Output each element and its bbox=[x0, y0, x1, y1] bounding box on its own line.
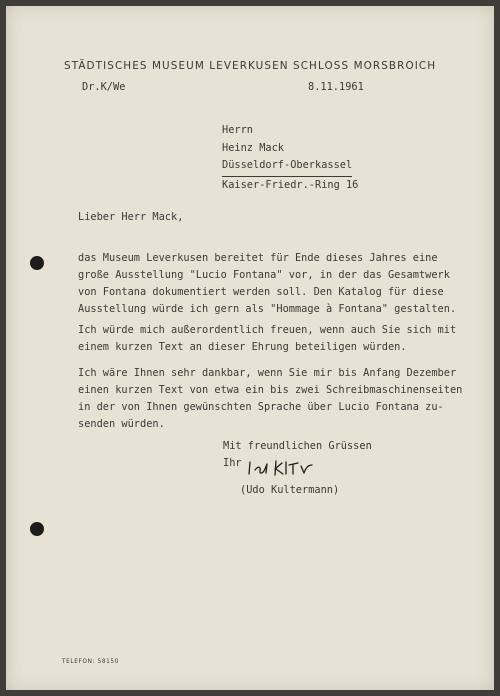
punch-hole-bottom bbox=[30, 522, 44, 536]
text-line: einem kurzen Text an dieser Ehrung beteiligen würden. bbox=[78, 341, 407, 353]
signatory-name: (Udo Kultermann) bbox=[240, 484, 340, 496]
reference-code: Dr.K/We bbox=[82, 81, 126, 93]
text-line: das Museum Leverkusen bereitet für Ende dieses Jahres eine bbox=[78, 252, 438, 264]
text-line: große Ausstellung "Lucio Fontana" vor, in der das Gesamtwerk bbox=[78, 269, 450, 281]
letter-date: 8.11.1961 bbox=[308, 81, 364, 93]
paragraph-1 bbox=[78, 250, 456, 318]
text-line: Ausstellung würde ich gern als "Hommage à Fontana" gestalten. bbox=[78, 303, 457, 315]
paragraph-2 bbox=[78, 322, 456, 356]
text-line: senden würden. bbox=[78, 418, 165, 430]
text-line: Ich wäre Ihnen sehr dankbar, wenn Sie mir bis Anfang Dezember bbox=[78, 367, 457, 379]
closing-ihr: Ihr bbox=[223, 457, 242, 469]
salutation: Lieber Herr Mack, bbox=[78, 211, 184, 223]
handwritten-signature bbox=[246, 456, 326, 480]
address-line: Herrn bbox=[222, 124, 253, 136]
address-line: Kaiser-Friedr.-Ring 16 bbox=[222, 178, 359, 191]
paragraph-3 bbox=[78, 365, 462, 433]
text-line: Ich würde mich außerordentlich freuen, wenn auch Sie sich mit bbox=[78, 324, 457, 336]
text-line: einen kurzen Text von etwa ein bis zwei Schreibmaschinenseiten bbox=[78, 384, 463, 396]
recipient-address bbox=[222, 122, 358, 194]
text-line: von Fontana dokumentiert werden soll. Den Katalog für diese bbox=[78, 286, 444, 298]
punch-hole-top bbox=[30, 256, 44, 270]
closing: Mit freundlichen Grüssen bbox=[223, 440, 372, 452]
text-line: in der von Ihnen gewünschten Sprache über Lucio Fontana zu- bbox=[78, 401, 444, 413]
letterhead: STÄDTISCHES MUSEUM LEVERKUSEN SCHLOSS MORSBROICH bbox=[64, 60, 437, 72]
address-line: Düsseldorf-Oberkassel bbox=[222, 157, 352, 177]
address-line: Heinz Mack bbox=[222, 141, 284, 154]
footer-telephone: TELEFON: 58150 bbox=[62, 659, 119, 665]
